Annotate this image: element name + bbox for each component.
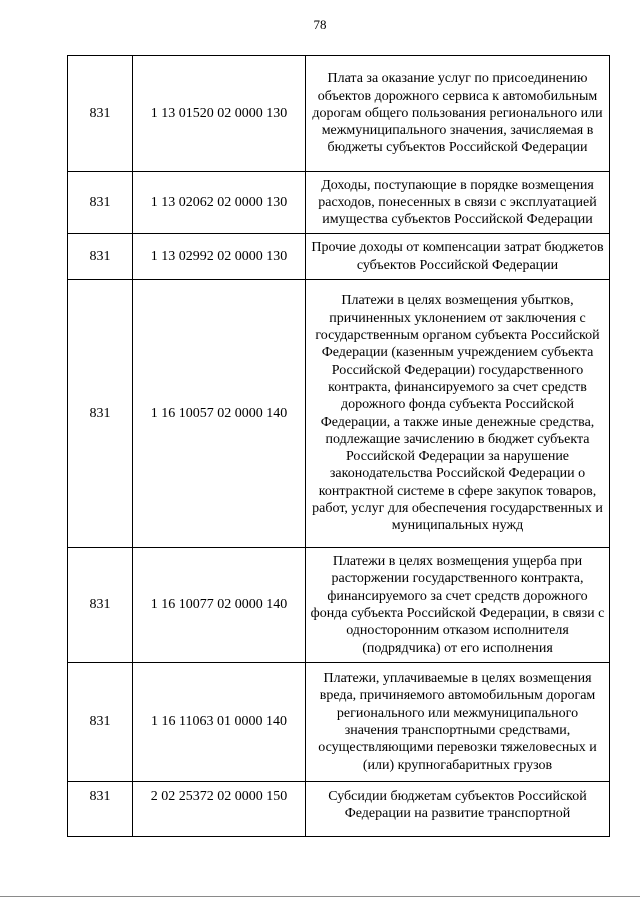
admin-code-cell: 831 [68, 663, 133, 782]
admin-code-cell: 831 [68, 56, 133, 172]
revenue-codes-table [67, 55, 610, 837]
table-row [68, 234, 610, 280]
budget-classification-code-cell: 1 13 02062 02 0000 130 [133, 172, 306, 234]
admin-code-cell: 831 [68, 234, 133, 280]
budget-classification-code-cell: 1 16 10077 02 0000 140 [133, 548, 306, 663]
budget-classification-code-cell: 2 02 25372 02 0000 150 [133, 782, 306, 837]
page-number: 78 [313, 17, 327, 32]
admin-code-cell: 831 [68, 280, 133, 548]
revenue-name-cell: Платежи в целях возмещения ущерба при расторжении государственного контракта, финансируемого за счет средств дорожного фонда субъекта Российской Федерации, в связи с односторонним отказом исполнителя (подрядчика) от его исполнения [306, 548, 610, 663]
revenue-name-cell: Прочие доходы от компенсации затрат бюджетов субъектов Российской Федерации [306, 234, 610, 280]
revenue-name-cell: Платежи, уплачиваемые в целях возмещения вреда, причиняемого автомобильным дорогам регионального или межмуниципального значения транспортными средствами, осуществляющими перевозки тяжеловесных и (или) крупногабаритных грузов [306, 663, 610, 782]
table-row [68, 782, 610, 837]
page-bottom-edge [0, 896, 640, 897]
admin-code-cell: 831 [68, 548, 133, 663]
budget-classification-code-cell: 1 13 01520 02 0000 130 [133, 56, 306, 172]
revenue-name-cell: Платежи в целях возмещения убытков, причиненных уклонением от заключения с государственным органом субъекта Российской Федерации (казенным учреждением субъекта Российской Федерации) государственного контракта, финансируемого за счет средств дорожного фонда субъекта Российской Федерации, а также иные денежные средства, подлежащие зачислению в бюджет субъекта Российской Федерации за нарушение законодательства Российской Федерации о контрактной системе в сфере закупок товаров, работ, услуг для обеспечения государственных и муниципальных нужд [306, 280, 610, 548]
admin-code-cell: 831 [68, 782, 133, 837]
budget-classification-code-cell: 1 16 10057 02 0000 140 [133, 280, 306, 548]
budget-classification-code-cell: 1 16 11063 01 0000 140 [133, 663, 306, 782]
table-row [68, 172, 610, 234]
budget-classification-code-cell: 1 13 02992 02 0000 130 [133, 234, 306, 280]
table-row [68, 663, 610, 782]
revenue-name-cell: Плата за оказание услуг по присоединению объектов дорожного сервиса к автомобильным дорогам общего пользования регионального или межмуниципального значения, зачисляемая в бюджеты субъектов Российской Федерации [306, 56, 610, 172]
revenue-name-cell: Субсидии бюджетам субъектов Российской Федерации на развитие транспортной [306, 782, 610, 837]
table-row [68, 280, 610, 548]
table-row [68, 548, 610, 663]
revenue-name-cell: Доходы, поступающие в порядке возмещения расходов, понесенных в связи с эксплуатацией имущества субъектов Российской Федерации [306, 172, 610, 234]
admin-code-cell: 831 [68, 172, 133, 234]
table-row [68, 56, 610, 172]
